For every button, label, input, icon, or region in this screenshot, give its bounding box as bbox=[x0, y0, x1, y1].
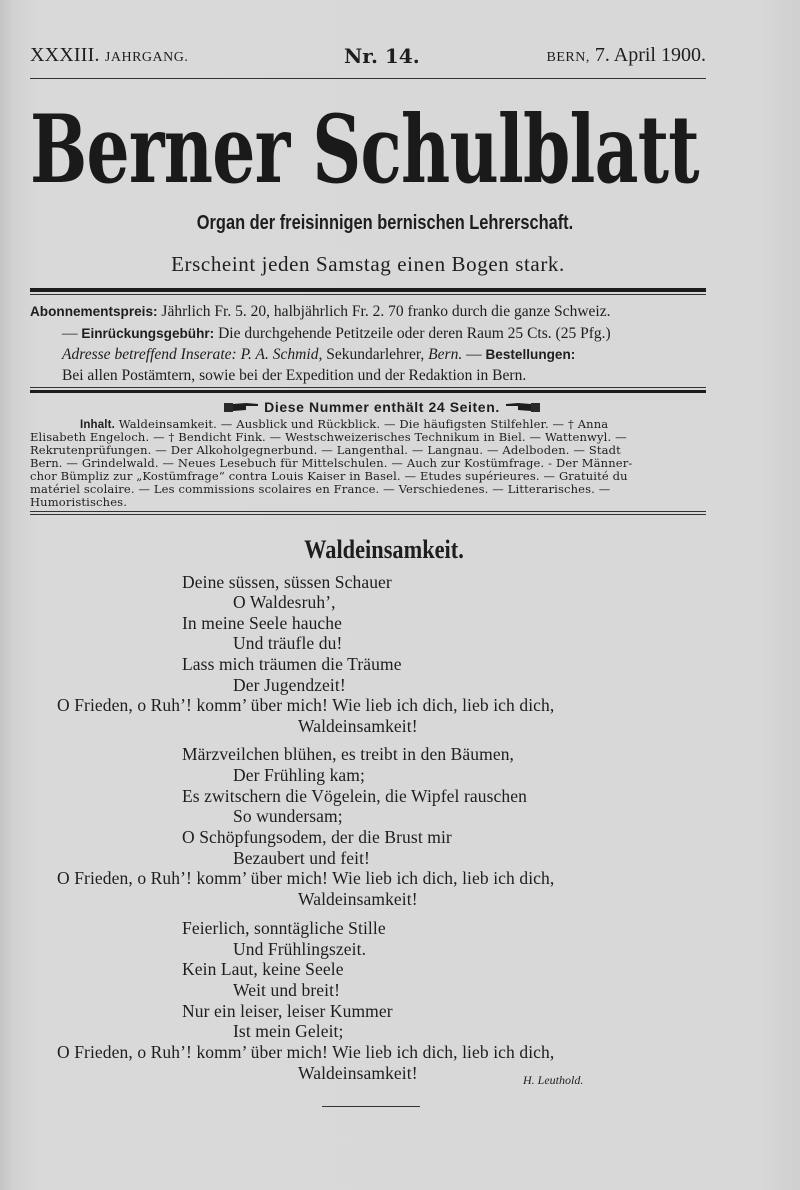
subscription-double-rule bbox=[30, 387, 706, 393]
verse-line: Nur ein leiser, leiser Kummer bbox=[182, 1001, 393, 1021]
verse-line: Und träufle du! bbox=[233, 633, 343, 653]
verse-line: O Waldesruh’, bbox=[233, 592, 336, 612]
toc-text: Waldeinsamkeit. — Ausblick und Rückblick. — Die häufigsten Stilfehler. — † Anna bbox=[118, 417, 609, 431]
refrain-line: O Frieden, o Ruh’! komm’ über mich! Wie lieb ich dich, lieb ich dich, bbox=[57, 1042, 555, 1062]
verse-line: Kein Laut, keine Seele bbox=[182, 959, 344, 979]
issue-date bbox=[547, 44, 706, 67]
header-rule bbox=[30, 78, 706, 79]
toc-line: Bern. — Grindelwald. — Neues Lesebuch für Mittelschulen. — Auch zur Kostümfrage. - Der Männer- bbox=[30, 456, 633, 470]
issue-date-value: 7. April 1900. bbox=[594, 44, 706, 66]
volume-number: XXXIII. bbox=[30, 44, 100, 66]
issue-place: BERN, bbox=[546, 50, 590, 65]
issue-number: Nr. 14. bbox=[344, 44, 420, 68]
insertion-fee-text: Die durchgehende Petitzeile oder deren Raum 25 Cts. (25 Pfg.) bbox=[218, 325, 611, 342]
address-line bbox=[62, 346, 575, 364]
refrain-close: Waldeinsamkeit! bbox=[298, 889, 418, 909]
address-place: Bern. bbox=[428, 346, 463, 363]
dash: — bbox=[466, 346, 482, 363]
issue-page-count: Diese Nummer enthält 24 Seiten. bbox=[264, 399, 500, 415]
verse-line: Feierlich, sonntägliche Stille bbox=[182, 918, 386, 938]
volume-label bbox=[30, 44, 188, 67]
verse-line: Es zwitschern die Vögelein, die Wipfel rauschen bbox=[182, 786, 527, 806]
masthead-frequency: Erscheint jeden Samstag einen Bogen stark. bbox=[171, 252, 565, 276]
advertising-address: Adresse betreffend Inserate: P. A. Schmid, bbox=[62, 346, 323, 363]
pointing-hand-left-icon bbox=[504, 401, 540, 413]
toc-line: matériel scolaire. — Les commissions scolaires en France. — Verschiedenes. — Litterarisches. — bbox=[30, 482, 611, 496]
verse-line: Lass mich träumen die Träume bbox=[182, 654, 402, 674]
masthead-subtitle: Organ der freisinnigen bernischen Lehrerschaft. bbox=[196, 212, 574, 234]
verse-line: Und Frühlingszeit. bbox=[233, 939, 367, 959]
refrain-line: O Frieden, o Ruh’! komm’ über mich! Wie lieb ich dich, lieb ich dich, bbox=[57, 868, 555, 888]
poem-author: H. Leuthold. bbox=[523, 1073, 584, 1087]
subscription-price-line bbox=[30, 303, 611, 321]
verse-line: O Schöpfungsodem, der die Brust mir bbox=[182, 827, 452, 847]
insertion-fee-line bbox=[62, 325, 611, 343]
toc-line: Elisabeth Engeloch. — † Bendicht Fink. — Westschweizerisches Technikum in Biel. — Wattenwyl. — bbox=[30, 430, 627, 444]
masthead-title: Berner Schulblatt bbox=[30, 95, 699, 205]
address-role: Sekundarlehrer, bbox=[326, 346, 425, 363]
verse-line: So wundersam; bbox=[233, 806, 343, 826]
insertion-fee-label: Einrückungsgebühr: bbox=[81, 325, 215, 341]
contents-double-rule bbox=[30, 511, 706, 515]
refrain-close: Waldeinsamkeit! bbox=[298, 716, 418, 736]
toc-label: Inhalt. bbox=[80, 419, 115, 431]
volume-word: JAHRGANG. bbox=[104, 50, 189, 65]
refrain-line: O Frieden, o Ruh’! komm’ über mich! Wie lieb ich dich, lieb ich dich, bbox=[57, 695, 555, 715]
running-header bbox=[30, 44, 706, 74]
masthead-double-rule bbox=[30, 288, 706, 295]
subscription-price-label: Abonnementspreis: bbox=[30, 303, 158, 319]
pointing-hand-right-icon bbox=[224, 401, 260, 413]
verse-line: Der Jugendzeit! bbox=[233, 675, 346, 695]
toc-line: chor Bümpliz zur „Kostümfrage“ contra Louis Kaiser in Basel. — Etudes supérieures. — Gratuité du bbox=[30, 469, 628, 483]
orders-line: Bei allen Postämtern, sowie bei der Expedition und der Redaktion in Bern. bbox=[62, 367, 527, 384]
end-rule bbox=[322, 1106, 420, 1107]
issue-note bbox=[0, 399, 782, 415]
poem-title: Waldeinsamkeit. bbox=[304, 535, 464, 564]
verse-line: Bezaubert und feit! bbox=[233, 848, 370, 868]
dash: — bbox=[62, 325, 78, 342]
toc-line: Humoristisches. bbox=[30, 495, 128, 509]
orders-label: Bestellungen: bbox=[485, 346, 576, 362]
verse-line: In meine Seele hauche bbox=[182, 613, 343, 633]
toc-line: Rekrutenprüfungen. — Der Alkoholgegnerbund. — Langenthal. — Langnau. — Adelboden. — Stadt bbox=[30, 443, 621, 457]
verse-line: Märzveilchen blühen, es treibt in den Bäumen, bbox=[182, 744, 515, 764]
verse-line: Der Frühling kam; bbox=[233, 765, 365, 785]
verse-line: Ist mein Geleit; bbox=[233, 1021, 344, 1041]
verse-line: Weit und breit! bbox=[233, 980, 341, 1000]
refrain-close: Waldeinsamkeit! bbox=[298, 1063, 418, 1083]
subscription-price-text: Jährlich Fr. 5. 20, halbjährlich Fr. 2. 70 franko durch die ganze Schweiz. bbox=[161, 303, 611, 320]
verse-line: Deine süssen, süssen Schauer bbox=[182, 572, 392, 592]
